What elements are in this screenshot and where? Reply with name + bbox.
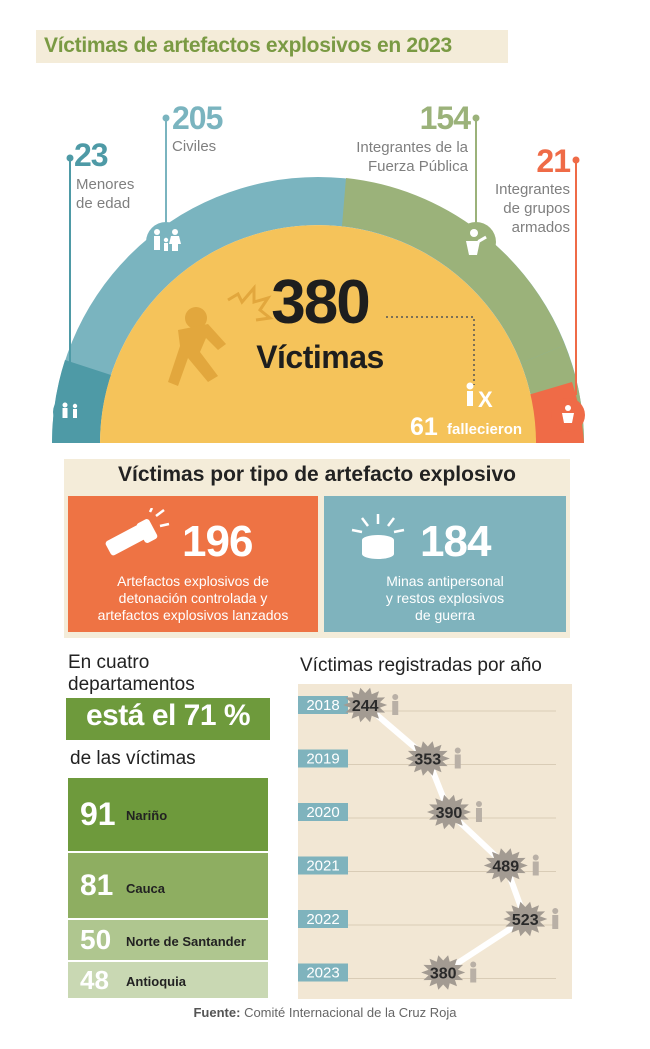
department-value: 48 <box>80 965 109 995</box>
data-label: 244 <box>351 698 379 715</box>
person-icon <box>392 694 398 700</box>
year-tick-label: 2018 <box>306 697 340 714</box>
source-note <box>0 1005 650 1020</box>
grupos-armados-line1: Integrantes <box>494 181 570 198</box>
fuerza-publica-line1: Integrantes de la <box>356 139 468 156</box>
department-name: Nariño <box>126 808 168 823</box>
department-name: Cauca <box>126 881 166 896</box>
lanzados-desc-line1: Artefactos explosivos de <box>117 573 269 589</box>
total-victims-label: Víctimas <box>256 339 384 375</box>
person-icon <box>455 748 461 754</box>
person-icon <box>533 855 539 861</box>
minas-value: 184 <box>420 517 491 566</box>
year-tick-label: 2021 <box>306 857 340 875</box>
data-label: 353 <box>414 751 442 769</box>
civiles-value: 205 <box>172 100 223 136</box>
grupos-armados-line2: de grupos <box>503 200 570 217</box>
page-title: Víctimas de artefactos explosivos en 2023 <box>44 34 452 57</box>
grupos-armados-value: 21 <box>536 143 570 179</box>
department-name: Antioquia <box>126 974 186 989</box>
year-tick-label: 2023 <box>306 964 340 982</box>
departments-highlight: está el 71 % <box>85 699 251 732</box>
minas-desc-line2: y restos explosivos <box>385 590 505 606</box>
menores-line2: de edad <box>76 195 131 212</box>
person-icon <box>470 962 476 968</box>
department-value: 81 <box>80 869 114 902</box>
source-label: Fuente: <box>193 1005 241 1020</box>
series-line <box>365 705 525 973</box>
data-label: 523 <box>511 912 539 929</box>
year-tick-label: 2020 <box>306 804 340 821</box>
person-icon <box>552 908 558 914</box>
lanzados-desc-line2: detonación controlada y <box>118 590 268 606</box>
type-section-heading: Víctimas por tipo de artefacto explosivo <box>118 463 516 486</box>
year-tick-label: 2019 <box>306 750 340 768</box>
data-label: 390 <box>435 805 463 822</box>
source-text: Comité Internacional de la Cruz Roja <box>244 1005 457 1020</box>
menores-line1: Menores <box>76 176 135 193</box>
year-tick-label: 2022 <box>306 911 340 928</box>
person-icon-body <box>533 862 539 876</box>
deaths-label: fallecieron <box>447 421 523 438</box>
person-icon-body <box>552 915 558 929</box>
menores-value: 23 <box>74 137 108 173</box>
deaths-value: 61 <box>410 413 438 441</box>
lanzados-value: 196 <box>182 517 253 566</box>
fuerza-publica-value: 154 <box>419 100 470 136</box>
departments-intro-end: de las víctimas <box>70 748 196 769</box>
data-label: 380 <box>429 965 457 983</box>
fuerza-publica-line2: Fuerza Pública <box>367 158 468 175</box>
svg-text:X: X <box>478 387 493 412</box>
departments-intro-line1: En cuatro <box>68 652 150 673</box>
department-name: Norte de Santander <box>126 934 246 949</box>
department-value: 91 <box>80 796 116 832</box>
chart-title: Víctimas registradas por año <box>300 655 542 676</box>
departments-intro-line2: departamentos <box>68 674 195 695</box>
civiles-label: Civiles <box>172 138 217 155</box>
person-icon-body <box>455 755 461 769</box>
total-victims-value: 380 <box>271 268 369 337</box>
person-icon <box>476 801 482 807</box>
person-icon-body <box>476 808 482 822</box>
data-label: 489 <box>492 858 520 876</box>
minas-desc-line1: Minas antipersonal <box>386 573 504 589</box>
department-value: 50 <box>80 924 112 955</box>
person-icon-body <box>470 969 476 983</box>
person-icon-body <box>392 701 398 715</box>
grupos-armados-line3: armados <box>511 219 570 236</box>
lanzados-desc-line3: artefactos explosivos lanzados <box>97 607 289 623</box>
minas-desc-line3: de guerra <box>415 607 475 623</box>
